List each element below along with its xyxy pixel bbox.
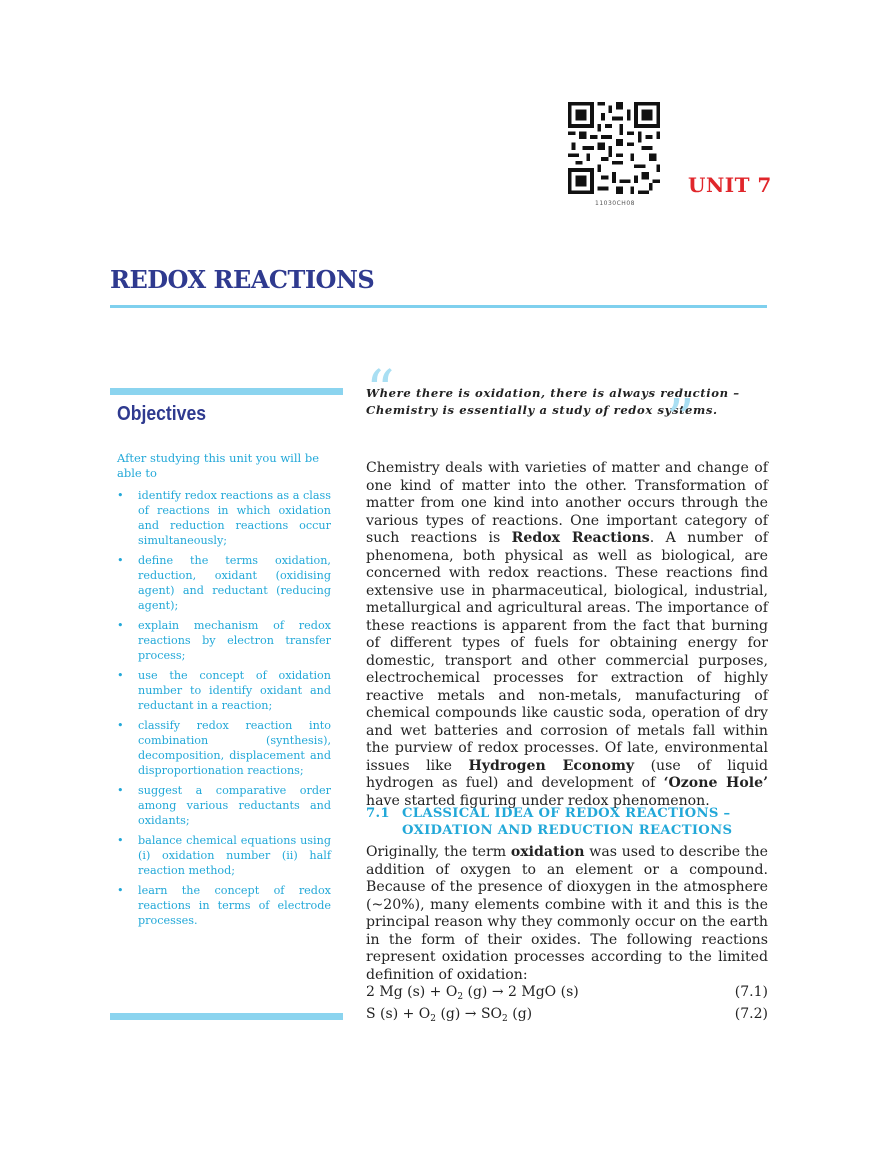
section-title-line2: OXIDATION AND REDUCTION REACTIONS bbox=[402, 823, 733, 838]
objective-item: • use the concept of oxidation number to identify oxidant and reductant in a reaction; bbox=[117, 668, 331, 713]
equation-7-1 bbox=[366, 984, 768, 1004]
section-heading-line1 bbox=[366, 805, 768, 822]
objectives-heading: Objectives bbox=[117, 403, 207, 425]
open-quote-mark: “ bbox=[366, 359, 395, 424]
term-ozone-hole: ‘Ozone Hole’ bbox=[663, 775, 768, 791]
objective-item: • suggest a comparative order among various reductants and oxidants; bbox=[117, 783, 331, 828]
objective-item: • classify redox reaction into combination (synthesis), decomposition, displacement and disproportionation reactions; bbox=[117, 718, 331, 778]
intro-text: Chemistry deals with varieties of matter and change of one kind of matter into the other. Transformation of matter from one kind into another occurs through the various types of reactions. One important category of such reactions is bbox=[366, 460, 768, 546]
intro-paragraph bbox=[366, 460, 768, 810]
qr-code-image bbox=[568, 102, 660, 194]
objectives-bottom-bar bbox=[110, 1013, 343, 1020]
equation-7-2 bbox=[366, 1006, 768, 1026]
intro-text: (use of liquid hydrogen as fuel) and development of bbox=[366, 757, 768, 791]
section-heading bbox=[366, 805, 768, 839]
term-oxidation: oxidation bbox=[510, 844, 585, 860]
unit-label: UNIT 7 bbox=[688, 173, 772, 197]
objectives-top-bar bbox=[110, 388, 343, 395]
objective-item: • learn the concept of redox reactions in terms of electrode processes. bbox=[117, 883, 331, 928]
objectives-list bbox=[117, 488, 331, 933]
qr-code-caption: 11030CH08 bbox=[595, 200, 635, 207]
term-hydrogen-economy: Hydrogen Economy bbox=[468, 757, 635, 774]
intro-text: have started figuring under redox phenomenon. bbox=[366, 792, 710, 809]
objective-item: • identify redox reactions as a class of reactions in which oxidation and reduction reactions occur simultaneously; bbox=[117, 488, 331, 548]
equation-subscript: 2 bbox=[430, 1014, 436, 1024]
section-paragraph bbox=[366, 844, 768, 984]
term-redox-reactions: Redox Reactions bbox=[511, 530, 650, 546]
title-divider bbox=[110, 305, 767, 308]
equation-text: (g) bbox=[507, 1006, 533, 1022]
close-quote-mark: ” bbox=[666, 388, 695, 453]
objectives-intro: After studying this unit you will be able to bbox=[117, 451, 320, 480]
equation-subscript: 2 bbox=[502, 1014, 508, 1024]
intro-text: . A number of phenomena, both physical as well as biological, are concerned with redox reactions. These reactions find extensive use in pharmaceutical, biological, industrial, metallurgical and agricultural areas. The importance of these reactions is apparent from the fact that burning of different types of fuels for obtaining energy for domestic, transport and other commercial purposes, electrochemical processes for extraction of highly reactive metals and non-metals, manufacturing of chemical compounds like caustic soda, operation of dry and wet batteries and corrosion of metals fall within the purview of redox processes. Of late, environmental issues like bbox=[366, 530, 768, 774]
chapter-title: REDOX REACTIONS bbox=[110, 265, 375, 294]
objective-item: • explain mechanism of redox reactions by electron transfer process; bbox=[117, 618, 331, 663]
section-text: was used to describe the addition of oxygen to an element or a compound. Because of the presence of dioxygen in the atmosphere (~20%), many elements combine with it and this is the principal reason why they commonly occur on the earth in the form of their oxides. The following reactions represent oxidation processes according to the limited definition of oxidation: bbox=[366, 844, 768, 983]
objective-item: • define the terms oxidation, reduction, oxidant (oxidising agent) and reductant (reducing agent); bbox=[117, 553, 331, 613]
section-text: Originally, the term bbox=[366, 844, 511, 860]
equation-number: (7.1) bbox=[734, 984, 768, 1000]
objective-item: • balance chemical equations using (i) oxidation number (ii) half reaction method; bbox=[117, 833, 331, 878]
section-title-line1: CLASSICAL IDEA OF REDOX REACTIONS – bbox=[402, 806, 731, 821]
equation-text: (g) → SO bbox=[436, 1006, 503, 1022]
section-number: 7.1 bbox=[366, 806, 390, 821]
equation-text: S (s) + O bbox=[366, 1006, 431, 1022]
equation-number: (7.2) bbox=[734, 1006, 768, 1022]
equation-subscript: 2 bbox=[457, 992, 464, 1002]
epigraph-quote: Where there is oxidation, there is always reduction – Chemistry is essentially a study of redox systems. bbox=[366, 386, 740, 417]
equation-text: 2 Mg (s) + O bbox=[366, 984, 458, 1000]
equation-text: (g) → 2 MgO (s) bbox=[463, 984, 579, 1000]
